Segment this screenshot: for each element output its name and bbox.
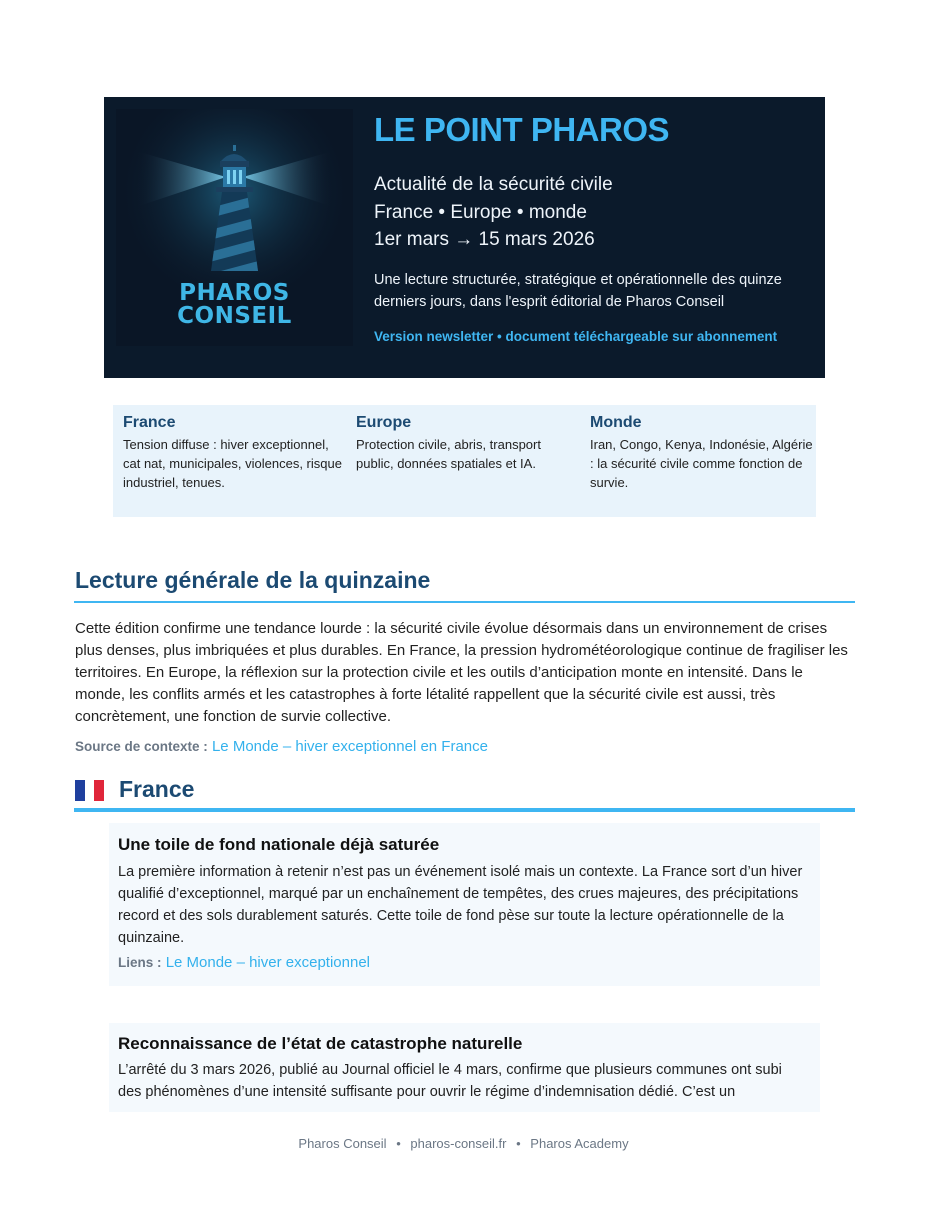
section-heading-france: France: [119, 776, 195, 802]
source-link[interactable]: Le Monde – hiver exceptionnel en France: [211, 738, 488, 755]
article-link[interactable]: Le Monde – hiver exceptionnel: [165, 954, 370, 971]
article-card: [109, 823, 820, 986]
france-flag-icon: [75, 780, 104, 801]
footer-academy[interactable]: Pharos Academy: [530, 1136, 629, 1151]
summary-title: Monde: [590, 414, 642, 431]
summary-column-monde: [590, 414, 815, 492]
footer-brand[interactable]: Pharos Conseil: [298, 1136, 387, 1151]
article-title: Une toile de fond nationale déjà saturée: [118, 835, 440, 854]
source-line: [75, 738, 488, 755]
newsletter-header: [104, 97, 825, 378]
summary-title: Europe: [356, 414, 412, 431]
footer-separator: •: [516, 1136, 521, 1151]
summary-box: [113, 405, 816, 517]
newsletter-period: 1er mars → 15 mars 2026: [374, 229, 595, 250]
general-paragraph: Cette édition confirme une tendance lourde : la sécurité civile évolue désormais dans un environnement de crises plus denses, plus imbriquées et plus durables. En France, la pression hydrométéorologique continue de fragiliser les territoires. En Europe, la réflexion sur la protection civile et les outils d’anticipation monte en intensité. Dans le monde, les conflits armés et les catastrophes à forte létalité rappellent que la sécurité civile est aussi, très concrètement, une fonction de survie collective.: [75, 620, 848, 725]
newsletter-description: Une lecture structurée, stratégique et opérationnelle des quinze derniers jours, dans l'esprit éditorial de Pharos Conseil: [374, 272, 782, 310]
section-divider: [74, 808, 855, 812]
summary-column-europe: [356, 414, 581, 473]
footer-separator: •: [396, 1136, 401, 1151]
source-label: Source de contexte :: [75, 739, 208, 754]
section-divider: [74, 601, 855, 603]
section-heading-general: Lecture générale de la quinzaine: [75, 567, 431, 593]
summary-text: Iran, Congo, Kenya, Indonésie, Algérie : la sécurité civile comme fonction de survie.: [590, 437, 813, 490]
logo-wordmark-line2: CONSEIL: [177, 303, 292, 329]
summary-column-france: [123, 414, 348, 492]
footer: [0, 1136, 927, 1151]
footer-website[interactable]: pharos-conseil.fr: [410, 1136, 507, 1151]
newsletter-title: LE POINT PHAROS: [374, 111, 670, 148]
article-card: [109, 1023, 820, 1112]
summary-text: Tension diffuse : hiver exceptionnel, cat nat, municipales, violences, risque industriel, tenues.: [123, 437, 342, 490]
summary-text: Protection civile, abris, transport public, données spatiales et IA.: [356, 437, 541, 471]
summary-title: France: [123, 414, 176, 431]
article-body: L’arrêté du 3 mars 2026, publié au Journal officiel le 4 mars, confirme que plusieurs communes ont subi des phénomènes d’une intensité suffisante pour ouvrir le régime d’indemnisation dédié. C’est un: [118, 1062, 782, 1100]
newsletter-subtitle: Actualité de la sécurité civile: [374, 174, 613, 195]
newsletter-version-note: Version newsletter • document téléchargeable sur abonnement: [374, 329, 778, 344]
article-body: La première information à retenir n’est pas un événement isolé mais un contexte. La France sort d’un hiver qualifié d’exceptionnel, marqué par un enchaînement de tempêtes, des crues majeures, des précipitations record et des sols durablement saturés. Cette toile de fond pèse sur toute la lecture opérationnelle de la quinzaine.: [118, 864, 803, 946]
pharos-logo: [116, 109, 353, 346]
links-label: Liens :: [118, 955, 162, 970]
article-links: [118, 954, 370, 971]
newsletter-scope: France • Europe • monde: [374, 202, 587, 223]
logo-wordmark-line1: PHAROS: [179, 280, 290, 306]
article-title: Reconnaissance de l’état de catastrophe naturelle: [118, 1034, 523, 1053]
